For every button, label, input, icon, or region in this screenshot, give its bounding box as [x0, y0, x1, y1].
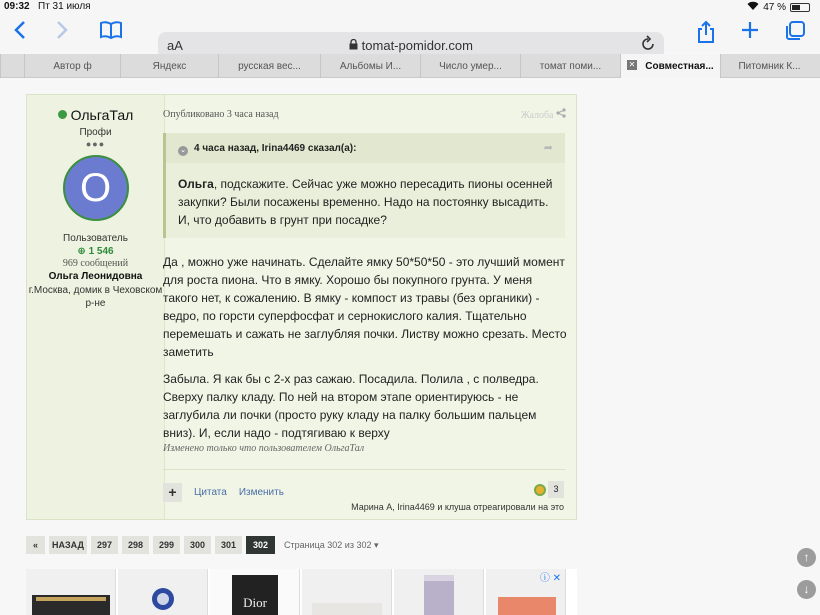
post-actions [163, 483, 284, 502]
bookmarks-icon[interactable] [100, 20, 122, 46]
post-content [163, 95, 576, 519]
reacted-users[interactable]: Марина А, Irina4469 и клуша отреагировали на это [351, 502, 564, 512]
tab-item[interactable] [520, 54, 620, 78]
page-info: Страница 302 из 302 [284, 539, 372, 550]
ad-item-serum[interactable] [394, 569, 484, 615]
tab-item[interactable] [120, 54, 218, 78]
tab-item-active[interactable] [620, 54, 720, 78]
tab-label: Альбомы И... [339, 60, 402, 72]
tab-label: Яндекс [152, 60, 187, 72]
quote-addressee: Ольга [178, 177, 214, 191]
report-link[interactable]: Жалоба [520, 110, 554, 121]
text-size-button[interactable]: аА [167, 38, 183, 53]
status-right [747, 1, 810, 13]
divider [163, 469, 565, 470]
author-message-count: 969 сообщений [62, 258, 129, 269]
ad-item-cream[interactable] [302, 569, 392, 615]
wifi-icon [747, 1, 759, 13]
post-paragraph: Да , можно уже начинать. Сделайте ямку 50*50*50 - это лучший момент для роста пиона. Что в ямку. Хорошо бы покупного грунта. У меня такого нет, к сожалению. В ямку - компост из травы (без органики) - ведро, по горсти суперфосфат и сернокислого калия. Тщательно перемешать и сажать не заглубляя почки. Листву можно срезать. Место заметить [163, 255, 567, 359]
author-name[interactable]: ОльгаТал [70, 107, 134, 123]
back-icon[interactable] [14, 20, 26, 46]
tab-label: Питомник К... [738, 60, 801, 72]
tabs-icon[interactable] [784, 20, 806, 48]
quote-source[interactable]: 4 часа назад, Irina4469 сказал(а): [194, 143, 357, 154]
edit-button[interactable]: Изменить [238, 487, 284, 498]
reputation-value: 1 546 [88, 246, 114, 257]
tab-bar [0, 54, 820, 78]
arrow-down-icon: ↓ [803, 582, 810, 596]
post-body [163, 253, 569, 451]
jump-to-quote-icon[interactable]: ➦ [543, 142, 553, 154]
quote-header [166, 133, 565, 163]
post-paragraph: Забыла. Я как бы с 2-х раз сажаю. Посадила. Полила , с полведра. Сверху палку кладу. По ней на втором этапе ориентируюсь - не заглубила ли почки (просто руку кладу на палку большим пальцем вниз). И, если надо - подтягиваю к верху [163, 372, 539, 440]
tab-item[interactable] [24, 54, 120, 78]
battery-percent: 47 % [763, 1, 786, 13]
arrow-up-icon: ↑ [803, 550, 810, 564]
reaction-icon [534, 484, 546, 496]
forward-icon[interactable] [56, 20, 68, 46]
reaction-count: 3 [548, 481, 564, 498]
dior-logo: Dior [232, 575, 278, 615]
page-link[interactable]: 300 [184, 536, 211, 554]
first-page-button[interactable]: « [26, 536, 45, 554]
page-link[interactable]: 299 [153, 536, 180, 554]
author-location: г.Москва, домик в Чеховском р-не [28, 285, 163, 309]
report-share-row [521, 108, 566, 121]
rank-dots-icon: ●●● [85, 139, 106, 149]
avatar-letter: O [79, 166, 112, 210]
tab-item[interactable] [320, 54, 420, 78]
online-status-icon [58, 110, 67, 119]
quote-text: , подскажите. Сейчас уже можно пересадить пионы осенней закупки? Были посажены временно. Надо на постоянку высадить. И, что добавить в грунт при посадке? [178, 177, 553, 227]
browser-toolbar [0, 14, 820, 52]
page-link[interactable]: 301 [215, 536, 242, 554]
page-jump-dropdown[interactable] [284, 540, 379, 551]
scroll-down-button[interactable] [797, 580, 816, 599]
tab-label: русская вес... [238, 60, 301, 72]
plus-circle-icon: ⊕ [77, 246, 86, 257]
post-meta [163, 109, 576, 120]
battery-icon [790, 3, 810, 12]
page-link[interactable]: 297 [91, 536, 118, 554]
current-page[interactable]: 302 [246, 536, 275, 554]
tab-item[interactable] [720, 54, 818, 78]
ad-close-icon[interactable]: ⓘ ✕ [539, 573, 561, 584]
multiquote-button[interactable]: + [163, 483, 182, 502]
status-time: 09:32 [4, 1, 30, 12]
ad-item-ring[interactable] [118, 569, 208, 615]
ad-banner[interactable] [26, 569, 577, 615]
status-bar [0, 0, 820, 14]
pagination [26, 536, 379, 554]
avatar[interactable] [63, 155, 129, 221]
tab-item[interactable] [218, 54, 320, 78]
quote-button[interactable]: Цитата [194, 487, 227, 498]
url-field[interactable] [158, 38, 664, 53]
edited-note: Изменено только что пользователем ОльгаТал [163, 443, 365, 454]
caret-down-icon: ▾ [374, 539, 379, 550]
ad-item-dior[interactable] [210, 569, 300, 615]
author-name-row [27, 107, 164, 123]
close-tab-icon[interactable]: ✕ [628, 60, 636, 69]
prev-page-button[interactable]: НАЗАД [49, 536, 87, 554]
page-link[interactable]: 298 [122, 536, 149, 554]
status-date: Пт 31 июля [38, 1, 91, 12]
ad-item-peach[interactable] [486, 569, 566, 615]
ad-item-gold-palette[interactable] [26, 569, 116, 615]
chevron-down-icon[interactable]: ⌄ [178, 146, 188, 156]
tab-item[interactable] [420, 54, 520, 78]
share-icon[interactable] [556, 110, 566, 121]
lock-icon [349, 38, 362, 53]
published-time[interactable]: Опубликовано 3 часа назад [163, 109, 279, 120]
forum-post [26, 94, 577, 520]
author-real-name: Ольга Леонидовна [48, 271, 143, 282]
tab-label: томат поми... [539, 60, 602, 72]
tab-label: Число умер... [439, 60, 502, 72]
share-icon[interactable] [696, 20, 716, 50]
tab-label: Автор ф [53, 60, 92, 72]
new-tab-icon[interactable] [740, 20, 760, 46]
tab-label: Совместная... [645, 60, 714, 72]
battery-level [792, 5, 800, 10]
quote-body [166, 163, 565, 229]
post-author-sidebar [27, 95, 165, 519]
reaction-summary[interactable] [534, 481, 564, 498]
url-text: tomat-pomidor.com [361, 38, 473, 53]
author-rank: Профи [79, 127, 112, 138]
tab-spacer [0, 54, 24, 78]
quote-block [163, 133, 565, 238]
author-reputation [27, 246, 164, 257]
author-role: Пользователь [63, 233, 128, 244]
scroll-up-button[interactable] [797, 548, 816, 567]
